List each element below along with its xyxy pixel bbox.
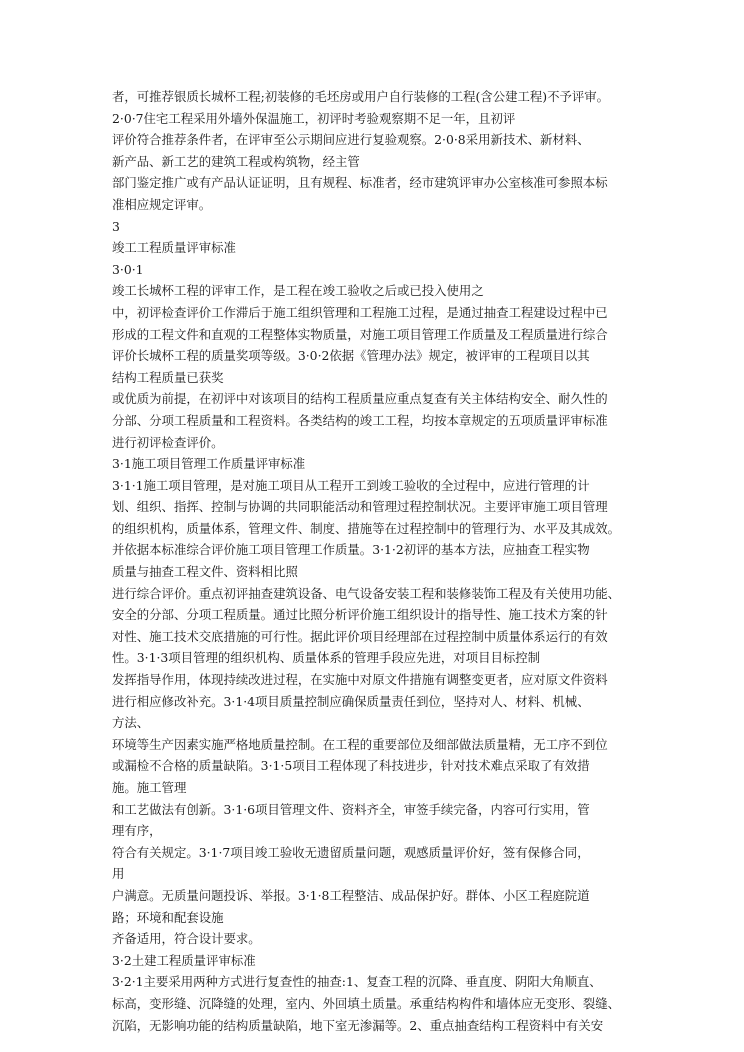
text-line: 进行相应修改补充。3·1·4项目质量控制应确保质量责任到位，坚持对人、材料、机械、 bbox=[112, 693, 590, 709]
section-number: 3 bbox=[112, 218, 120, 234]
text-line: 符合有关规定。3·1·7项目竣工验收无遗留质量问题，观感质量评价好，签有保修合同， bbox=[112, 844, 590, 860]
text-line: 方法、 bbox=[112, 715, 150, 731]
text-line: 的组织机构，质量体系，管理文件、制度、措施等在过程控制中的管理行为、水平及其成效。 bbox=[112, 520, 621, 536]
text-line: 2·0·7住宅工程采用外墙外保温施工，初评时考验观察期不足一年，且初评 bbox=[112, 110, 516, 126]
text-line: 并依据本标准综合评价施工项目管理工作质量。3·1·2初评的基本方法，应抽查工程实物 bbox=[112, 542, 590, 558]
text-line: 和工艺做法有创新。3·1·6项目管理文件、资料齐全，审签手续完备，内容可行实用，管 bbox=[112, 801, 590, 817]
text-line: 用 bbox=[112, 866, 125, 882]
text-line: 3·1·1施工项目管理，是对施工项目从工程开工到竣工验收的全过程中，应进行管理的计 bbox=[112, 477, 590, 493]
text-line: 评价长城杯工程的质量奖项等级。3·0·2依据《管理办法》规定，被评审的工程项目以其 bbox=[112, 348, 590, 364]
text-line: 部门鉴定推广或有产品认证证明，且有规程、标准者，经市建筑评审办公室核准可参照本标 bbox=[112, 175, 608, 191]
text-line: 施。施工管理 bbox=[112, 780, 187, 795]
text-line: 新产品、新工艺的建筑工程或构筑物，经主管 bbox=[112, 153, 360, 169]
text-line: 进行综合评价。重点初评抽查建筑设备、电气设备安装工程和装修装饰工程及有关使用功能、 bbox=[112, 585, 621, 601]
text-line: 路；环境和配套设施 bbox=[112, 909, 224, 925]
text-line: 齐备适用，符合设计要求。 bbox=[112, 931, 261, 947]
text-line: 评价符合推荐条件者，在评审至公示期间应进行复验观察。2·0·8采用新技术、新材料、 bbox=[112, 132, 590, 148]
text-line: 对性、施工技术交底措施的可行性。据此评价项目经理部在过程控制中质量体系运行的有效 bbox=[112, 628, 608, 644]
text-line: 环境等生产因素实施严格地质量控制。在工程的重要部位及细部做法质量精，无工序不到位 bbox=[112, 736, 608, 752]
text-line: 或优质为前提，在初评中对该项目的结构工程质量应重点复查有关主体结构安全、耐久性的 bbox=[112, 391, 608, 407]
text-line: 结构工程质量已获奖 bbox=[112, 369, 224, 385]
text-line: 中，初评检查评价工作滞后于施工组织管理和工程施工过程，是通过抽查工程建设过程中已 bbox=[112, 304, 608, 320]
text-line: 质量与抽查工程文件、资料相比照 bbox=[112, 564, 298, 580]
text-line: 沉陷，无影响功能的结构质量缺陷，地下室无渗漏等。2、重点抽查结构工程资料中有关安 bbox=[112, 1017, 604, 1033]
section-title: 竣工工程质量评审标准 bbox=[112, 240, 236, 256]
document-body bbox=[112, 86, 642, 1036]
clause-number: 3·0·1 bbox=[112, 261, 144, 277]
text-line: 竣工长城杯工程的评审工作，是工程在竣工验收之后或已投入使用之 bbox=[112, 283, 484, 299]
text-line: 分部、分项工程质量和工程资料。各类结构的竣工工程，均按本章规定的五项质量评审标准 bbox=[112, 412, 608, 428]
text-line: 户满意。无质量问题投诉、举报。3·1·8工程整洁、成品保护好。群体、小区工程庭院道 bbox=[112, 887, 590, 903]
text-line: 安全的分部、分项工程质量。通过比照分析评价施工组织设计的指导性、施工技术方案的针 bbox=[112, 607, 608, 623]
text-line: 性。3·1·3项目管理的组织机构、质量体系的管理手段应先进，对项目目标控制 bbox=[112, 650, 541, 666]
subsection-heading: 3·1施工项目管理工作质量评审标准 bbox=[112, 456, 306, 472]
text-line: 准相应规定评审。 bbox=[112, 196, 212, 212]
text-line: 形成的工程文件和直观的工程整体实物质量，对施工项目管理工作质量及工程质量进行综合 bbox=[112, 326, 608, 342]
text-line: 发挥指导作用，体现持续改进过程，在实施中对原文件措施有调整变更者，应对原文件资料 bbox=[112, 672, 608, 688]
text-line: 标高，变形缝、沉降缝的处理，室内、外回填土质量。承重结构构件和墙体应无变形、裂缝、 bbox=[112, 995, 621, 1011]
text-line: 划、组织、指挥、控制与协调的共同职能活动和管理过程控制状况。主要评审施工项目管理 bbox=[112, 499, 608, 515]
subsection-heading: 3·2土建工程质量评审标准 bbox=[112, 952, 256, 968]
text-line: 进行初评检查评价。 bbox=[112, 434, 224, 450]
text-line: 者，可推荐银质长城杯工程;初装修的毛坯房或用户自行装修的工程(含公建工程)不予评审。 bbox=[112, 89, 610, 104]
text-line: 理有序， bbox=[112, 823, 162, 839]
text-line: 3·2·1主要采用两种方式进行复查性的抽查:1、复查工程的沉降、垂直度、阴阳大角顺直、 bbox=[112, 974, 602, 990]
text-line: 或漏检不合格的质量缺陷。3·1·5项目工程体现了科技进步，针对技术难点采取了有效措 bbox=[112, 758, 590, 774]
